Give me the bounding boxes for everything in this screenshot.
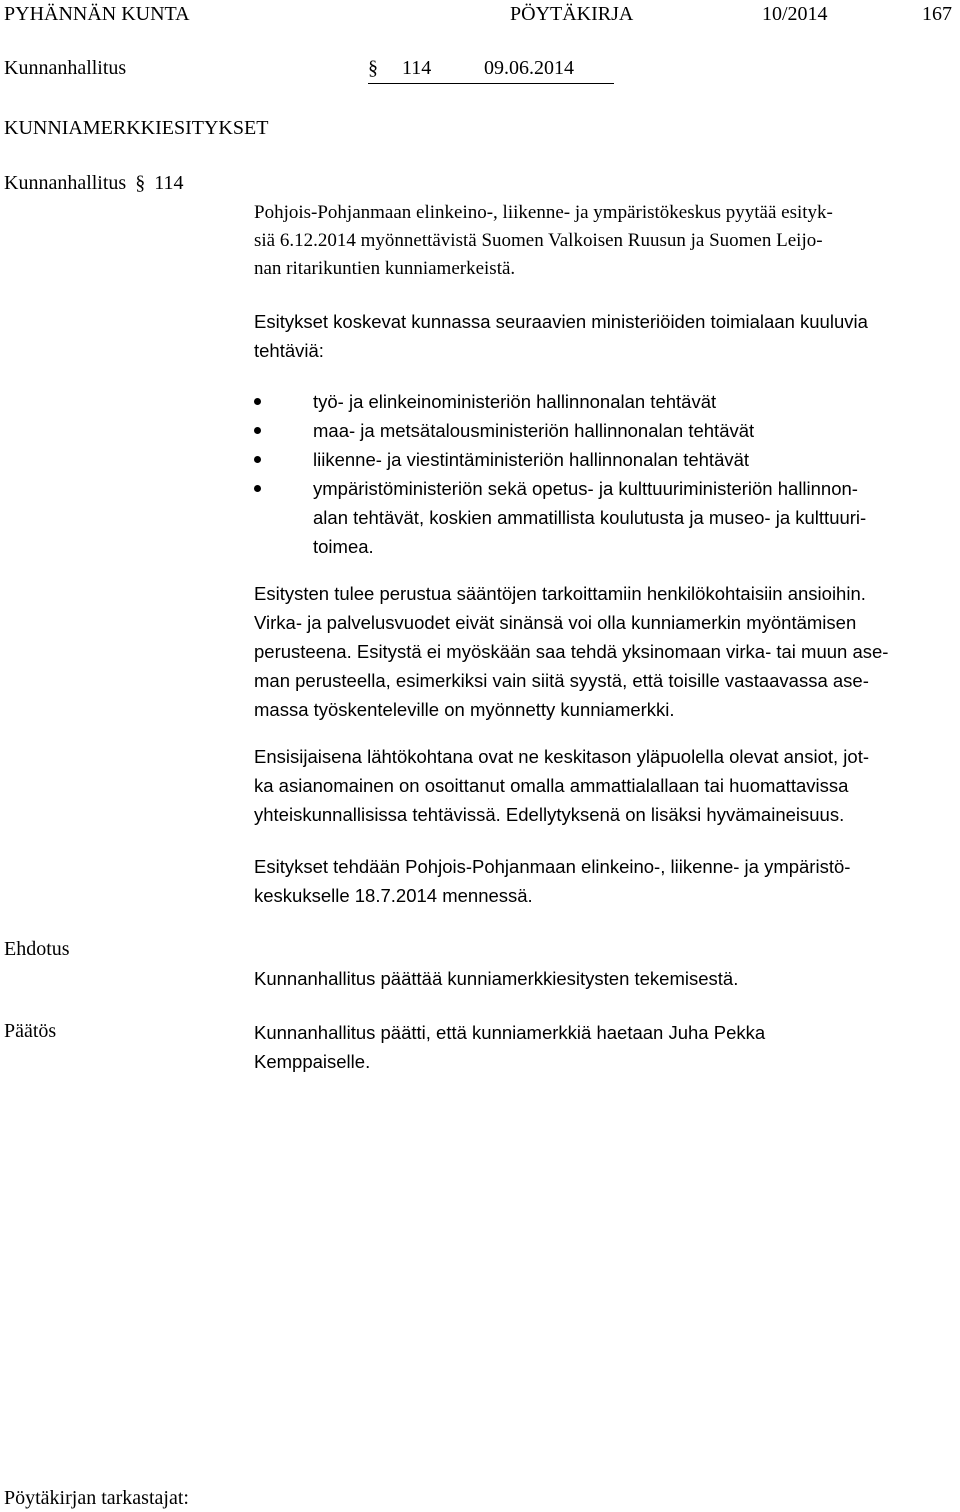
scope-paragraph — [254, 307, 950, 365]
reference-section: 114 — [154, 172, 184, 194]
proposal-line: Kunnanhallitus päättää kunniamerkkiesitysten tekemisestä. — [254, 968, 739, 989]
meeting-body: Kunnanhallitus — [4, 57, 127, 79]
list-item-text: alan tehtävät, koskien ammatillista koulutusta ja museo- ja kulttuuri- — [313, 507, 867, 528]
criteria-line: Virka- ja palvelusvuodet eivät sinänsä voi olla kunniamerkin myöntämisen — [254, 612, 857, 633]
page-number: 167 — [922, 3, 952, 25]
bullet-icon — [254, 427, 261, 434]
decision-text — [254, 1018, 950, 1076]
scope-line: Esitykset koskevat kunnassa seuraavien ministeriöiden toimialaan kuuluvia — [254, 311, 868, 332]
section-symbol: § — [368, 57, 378, 79]
bullet-icon — [254, 398, 261, 405]
list-item-text: liikenne- ja viestintäministeriön hallinnonalan tehtävät — [313, 449, 750, 470]
criteria-line: man perusteella, esimerkiksi vain siitä syystä, että toisille vastaavassa ase- — [254, 670, 869, 691]
decision-label: Päätös — [4, 1020, 57, 1042]
topic-title: KUNNIAMERKKIESITYKSET — [4, 117, 269, 139]
proposal-text — [254, 964, 950, 993]
header-underline — [368, 83, 614, 84]
list-item-text: ympäristöministeriön sekä opetus- ja kulttuuriministeriön hallinnon- — [313, 478, 858, 499]
list-item-text: työ- ja elinkeinoministeriön hallinnonalan tehtävät — [313, 391, 717, 412]
meeting-date: 09.06.2014 — [484, 57, 574, 79]
bullet-icon — [254, 485, 261, 492]
intro-line: nan ritarikuntien kunniamerkeistä. — [254, 258, 516, 279]
deadline-paragraph — [254, 852, 950, 910]
priority-line: ka asianomainen on osoittanut omalla ammattialallaan tai huomattavissa — [254, 775, 849, 796]
section-reference — [4, 173, 183, 193]
list-item-text: maa- ja metsätalousministeriön hallinnonalan tehtävät — [313, 420, 755, 441]
intro-paragraph — [254, 199, 950, 283]
decision-line: Kemppaiselle. — [254, 1051, 371, 1072]
list-item-text: toimea. — [313, 536, 374, 557]
intro-line: Pohjois-Pohjanmaan elinkeino-, liikenne- ja ympäristökeskus pyytää esityk- — [254, 202, 833, 223]
municipality-name: PYHÄNNÄN KUNTA — [4, 3, 190, 25]
bullet-icon — [254, 456, 261, 463]
ministry-list — [254, 387, 954, 561]
criteria-line: perusteena. Esitystä ei myöskään saa tehdä yksinomaan virka- tai muun ase- — [254, 641, 889, 662]
criteria-paragraph — [254, 579, 950, 724]
list-item — [254, 416, 954, 445]
deadline-line: Esitykset tehdään Pohjois-Pohjanmaan elinkeino-, liikenne- ja ympäristö- — [254, 856, 851, 877]
list-item — [254, 474, 954, 561]
criteria-line: massa työskenteleville on myönnetty kunniamerkki. — [254, 699, 675, 720]
section-symbol: § — [135, 172, 146, 194]
priority-line: yhteiskunnallisissa tehtävissä. Edellytyksenä on lisäksi hyvämaineisuus. — [254, 804, 845, 825]
priority-line: Ensisijaisena lähtökohtana ovat ne keskitason yläpuolella olevat ansiot, jot- — [254, 746, 869, 767]
criteria-line: Esitysten tulee perustua sääntöjen tarkoittamiin henkilökohtaisiin ansioihin. — [254, 583, 866, 604]
deadline-line: keskukselle 18.7.2014 mennessä. — [254, 885, 533, 906]
intro-line: siä 6.12.2014 myönnettävistä Suomen Valkoisen Ruusun ja Suomen Leijo- — [254, 230, 823, 251]
section-number: 114 — [402, 57, 432, 79]
list-item — [254, 387, 954, 416]
document-type: PÖYTÄKIRJA — [510, 3, 634, 25]
list-item — [254, 445, 954, 474]
minutes-reviewers-label: Pöytäkirjan tarkastajat: — [4, 1487, 189, 1509]
decision-line: Kunnanhallitus päätti, että kunniamerkkiä haetaan Juha Pekka — [254, 1022, 766, 1043]
document-number: 10/2014 — [762, 3, 828, 25]
reference-body: Kunnanhallitus — [4, 172, 127, 194]
scope-line: tehtäviä: — [254, 340, 324, 361]
priority-paragraph — [254, 742, 950, 829]
proposal-label: Ehdotus — [4, 938, 70, 960]
